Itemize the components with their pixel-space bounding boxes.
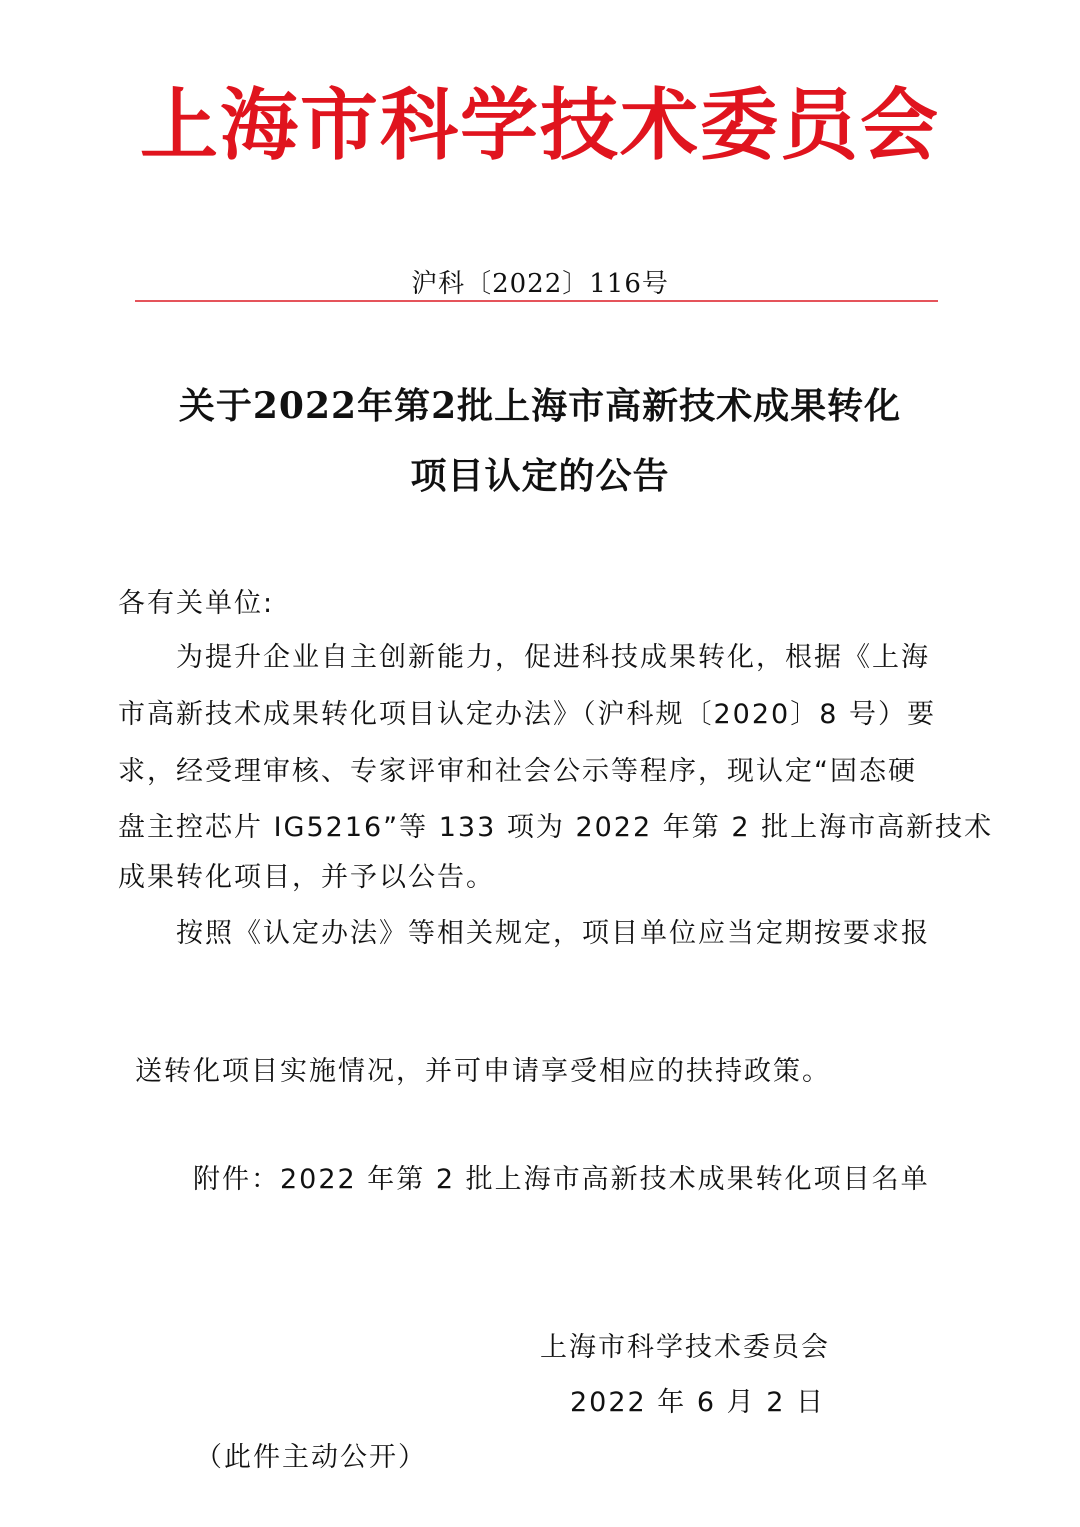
document-number: 沪科〔2022〕116号: [411, 269, 669, 299]
body-paragraph-1-line-3: 求，经受理审核、专家评审和社会公示等程序，现认定“固态硬: [118, 756, 917, 787]
attachment-reference: 附件：2022 年第 2 批上海市高新技术成果转化项目名单: [193, 1164, 930, 1195]
salutation: 各有关单位:: [118, 588, 275, 619]
signature-date: 2022 年 6 月 2 日: [570, 1387, 825, 1418]
red-divider-rule: [135, 300, 938, 302]
disclosure-note: （此件主动公开）: [195, 1442, 427, 1473]
signature-organization: 上海市科学技术委员会: [540, 1332, 830, 1363]
body-paragraph-1-line-2: 市高新技术成果转化项目认定办法》（沪科规〔2020〕8 号）要: [118, 699, 936, 730]
body-paragraph-1-line-5: 成果转化项目，并予以公告。: [118, 862, 495, 893]
body-paragraph-1-line-4: 盘主控芯片 IG5216”等 133 项为 2022 年第 2 批上海市高新技术: [118, 812, 994, 843]
body-paragraph-2-line-1: 按照《认定办法》等相关规定，项目单位应当定期按要求报: [176, 918, 930, 949]
body-paragraph-1-line-1: 为提升企业自主创新能力，促进科技成果转化，根据《上海: [176, 642, 930, 673]
document-title-line-2: 项目认定的公告: [410, 455, 670, 497]
body-paragraph-2-line-2: 送转化项目实施情况，并可申请享受相应的扶持政策。: [135, 1056, 831, 1087]
document-title-line-1: 关于2022年第2批上海市高新技术成果转化: [178, 385, 902, 427]
masthead-issuer: 上海市科学技术委员会: [139, 80, 940, 171]
